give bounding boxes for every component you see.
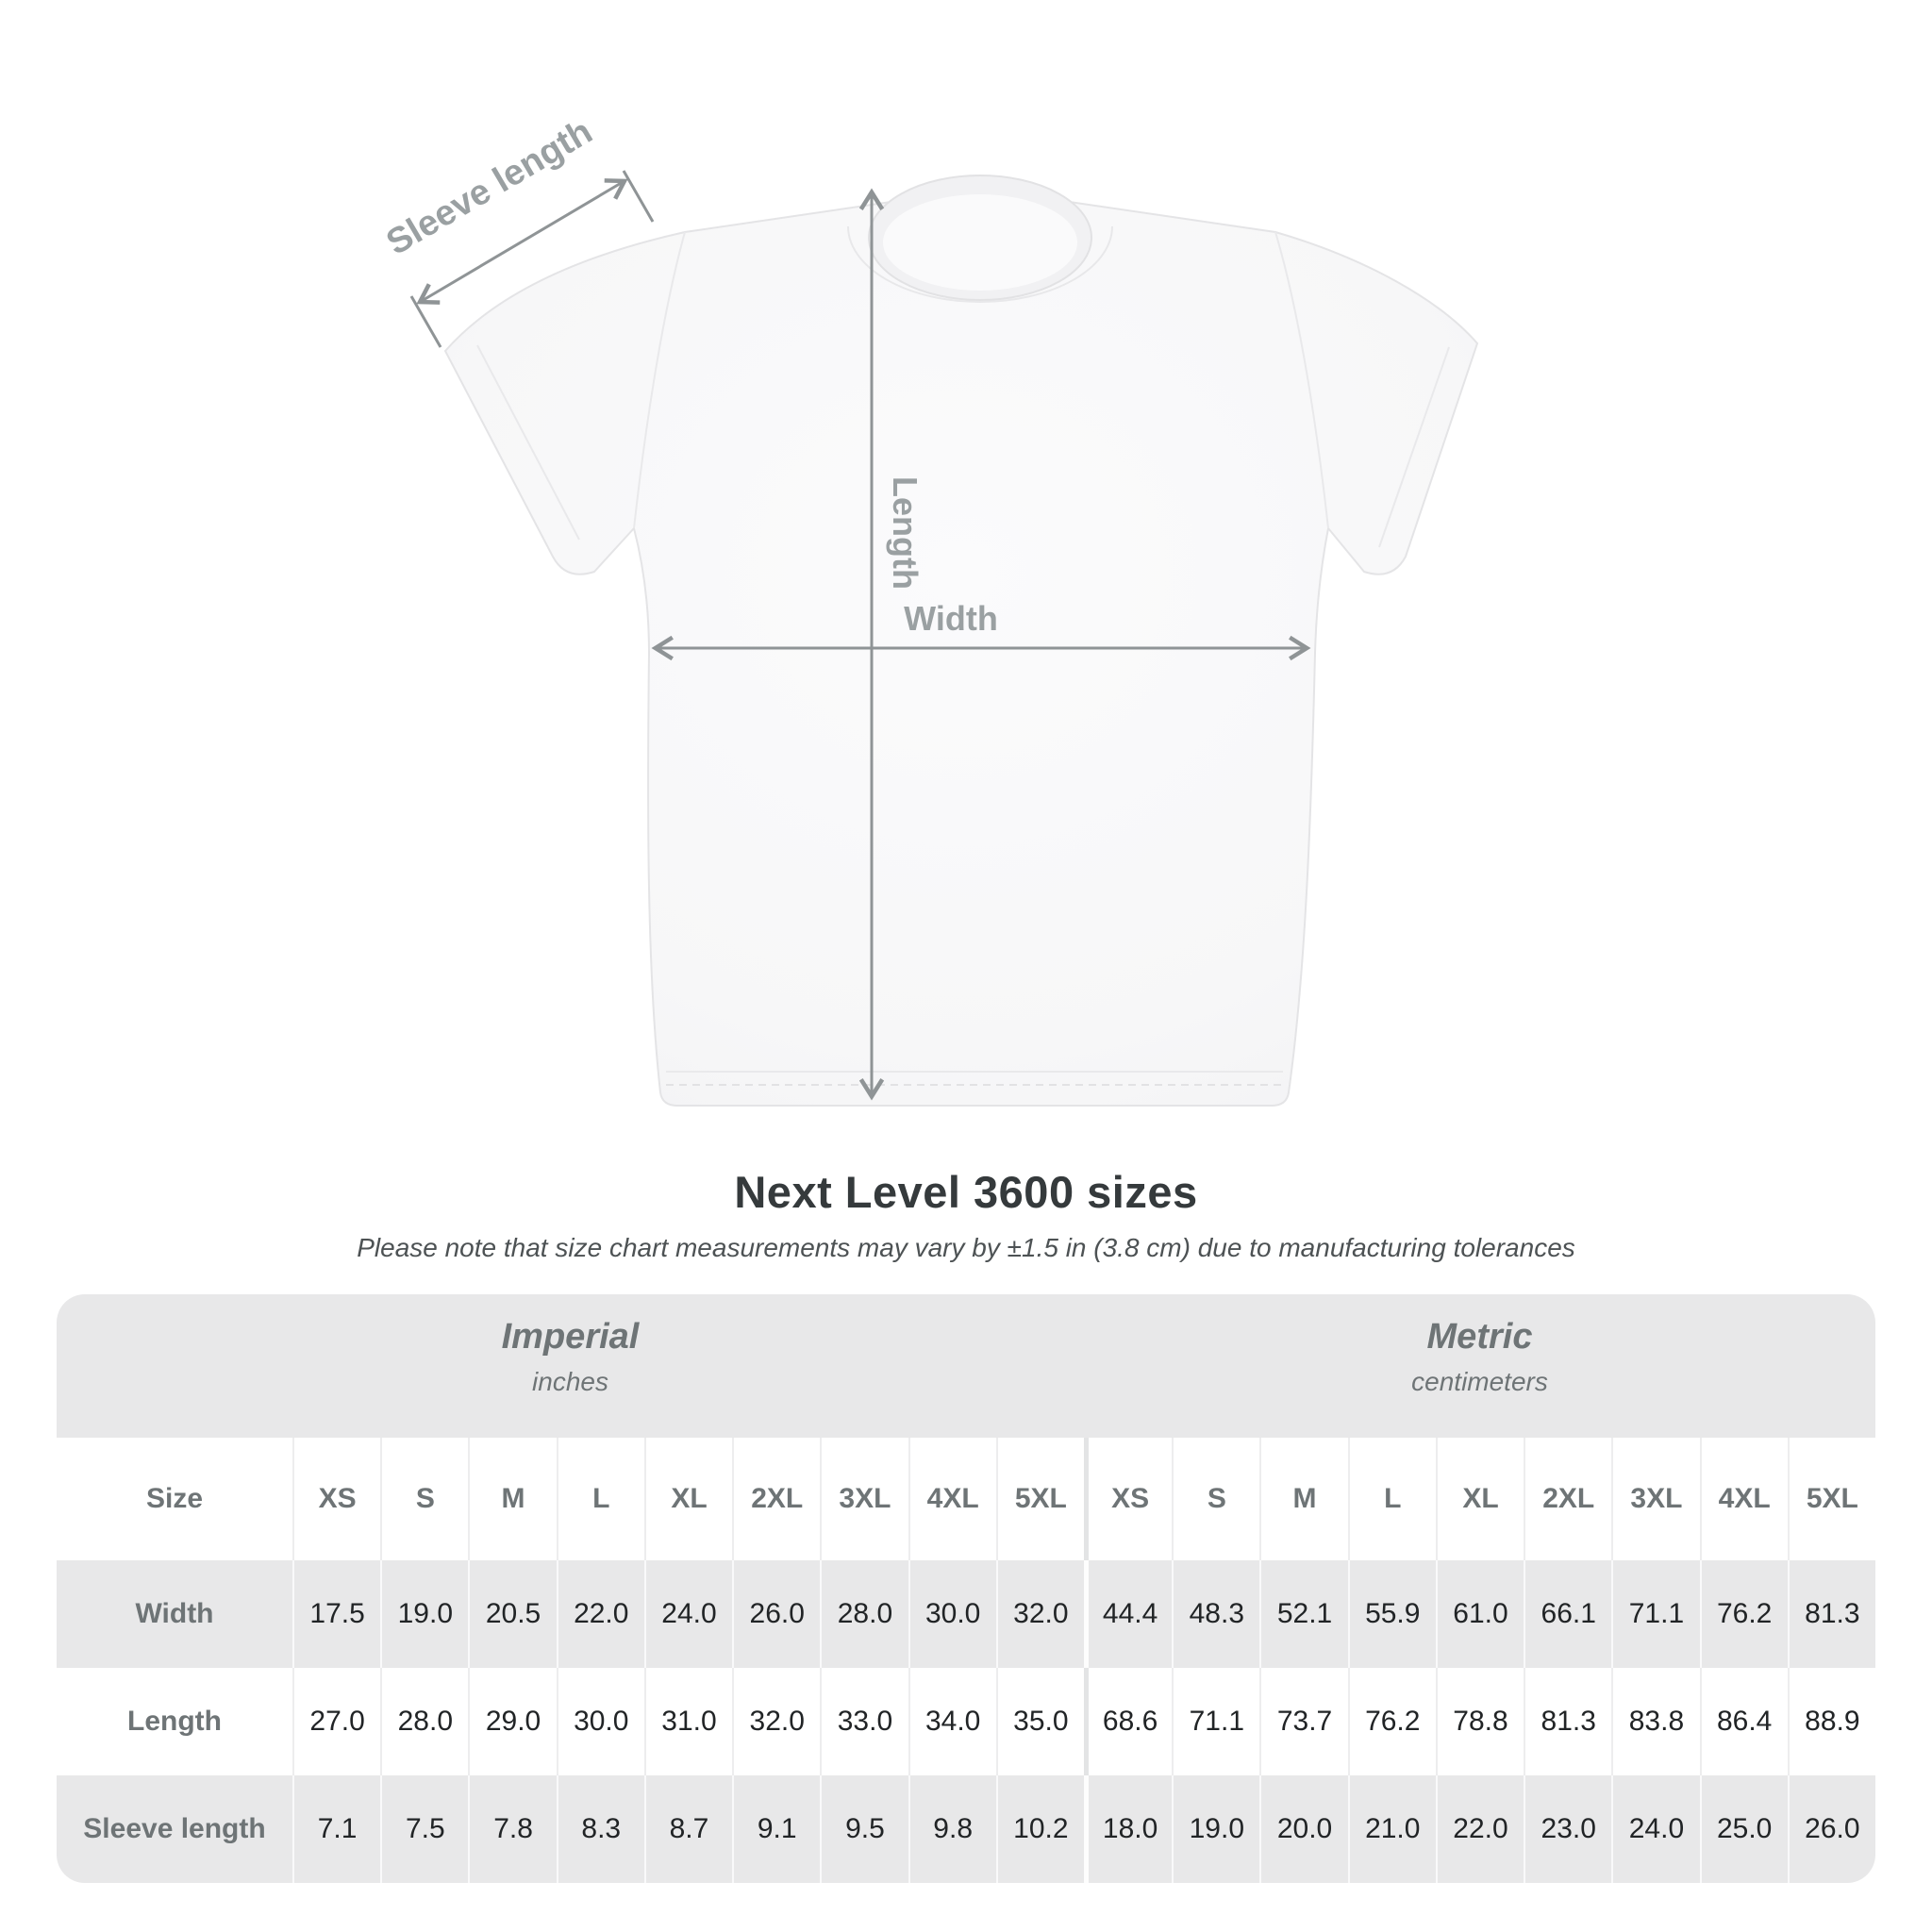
value-cell: 28.0 xyxy=(380,1668,468,1775)
imperial-unit: inches xyxy=(532,1367,608,1396)
value-cell: 10.2 xyxy=(996,1775,1084,1883)
value-cell: 34.0 xyxy=(908,1668,996,1775)
value-cell: 83.8 xyxy=(1611,1668,1699,1775)
value-cell: 26.0 xyxy=(1788,1775,1875,1883)
size-header-cell: 5XL xyxy=(1788,1438,1875,1560)
imperial-title: Imperial xyxy=(501,1317,640,1357)
sleeve-length-label: Sleeve length xyxy=(379,111,600,263)
value-cell: 48.3 xyxy=(1172,1560,1259,1668)
value-cell: 81.3 xyxy=(1524,1668,1611,1775)
title-block xyxy=(0,1166,1932,1263)
row-label: Width xyxy=(57,1560,292,1668)
row-label: Length xyxy=(57,1668,292,1775)
value-cell: 17.5 xyxy=(292,1560,380,1668)
value-cell: 35.0 xyxy=(996,1668,1084,1775)
value-cell: 68.6 xyxy=(1084,1668,1172,1775)
value-cell: 52.1 xyxy=(1259,1560,1347,1668)
value-cell: 19.0 xyxy=(380,1560,468,1668)
sleeve-tick-end xyxy=(624,171,653,222)
section-imperial xyxy=(57,1294,1084,1438)
size-header-cell: 2XL xyxy=(732,1438,820,1560)
value-cell: 22.0 xyxy=(1436,1775,1524,1883)
value-cell: 7.5 xyxy=(380,1775,468,1883)
value-cell: 76.2 xyxy=(1700,1560,1788,1668)
width-label: Width xyxy=(904,599,998,638)
section-metric xyxy=(1084,1294,1875,1438)
size-header-cell: 3XL xyxy=(1611,1438,1699,1560)
size-header-cell: M xyxy=(468,1438,556,1560)
size-header-cell: XL xyxy=(644,1438,732,1560)
value-cell: 29.0 xyxy=(468,1668,556,1775)
size-header-cell: XS xyxy=(1084,1438,1172,1560)
size-header-cell: S xyxy=(1172,1438,1259,1560)
size-header-cell: 3XL xyxy=(820,1438,908,1560)
sleeve-tick-start xyxy=(411,296,441,347)
value-cell: 30.0 xyxy=(908,1560,996,1668)
value-cell: 26.0 xyxy=(732,1560,820,1668)
value-cell: 9.8 xyxy=(908,1775,996,1883)
row-label: Sleeve length xyxy=(57,1775,292,1883)
value-cell: 7.1 xyxy=(292,1775,380,1883)
value-cell: 86.4 xyxy=(1700,1668,1788,1775)
value-cell: 8.3 xyxy=(557,1775,644,1883)
size-header-cell: L xyxy=(557,1438,644,1560)
value-cell: 71.1 xyxy=(1172,1668,1259,1775)
value-cell: 24.0 xyxy=(644,1560,732,1668)
value-cell: 18.0 xyxy=(1084,1775,1172,1883)
size-header-cell: 4XL xyxy=(908,1438,996,1560)
value-cell: 20.5 xyxy=(468,1560,556,1668)
size-header-cell: S xyxy=(380,1438,468,1560)
value-cell: 78.8 xyxy=(1436,1668,1524,1775)
value-cell: 20.0 xyxy=(1259,1775,1347,1883)
units-header-band xyxy=(57,1294,1875,1438)
value-cell: 25.0 xyxy=(1700,1775,1788,1883)
value-cell: 7.8 xyxy=(468,1775,556,1883)
value-cell: 32.0 xyxy=(732,1668,820,1775)
value-cell: 23.0 xyxy=(1524,1775,1611,1883)
value-cell: 81.3 xyxy=(1788,1560,1875,1668)
value-cell: 33.0 xyxy=(820,1668,908,1775)
size-header-cell: M xyxy=(1259,1438,1347,1560)
value-cell: 61.0 xyxy=(1436,1560,1524,1668)
length-label: Length xyxy=(886,476,924,590)
value-cell: 31.0 xyxy=(644,1668,732,1775)
page-title: Next Level 3600 sizes xyxy=(734,1167,1198,1217)
size-column-header: Size xyxy=(57,1438,292,1560)
value-cell: 9.5 xyxy=(820,1775,908,1883)
metric-title: Metric xyxy=(1426,1317,1533,1357)
size-header-cell: XS xyxy=(292,1438,380,1560)
value-cell: 44.4 xyxy=(1084,1560,1172,1668)
value-cell: 66.1 xyxy=(1524,1560,1611,1668)
value-cell: 30.0 xyxy=(557,1668,644,1775)
value-cell: 32.0 xyxy=(996,1560,1084,1668)
value-cell: 22.0 xyxy=(557,1560,644,1668)
value-cell: 71.1 xyxy=(1611,1560,1699,1668)
value-cell: 27.0 xyxy=(292,1668,380,1775)
size-header-cell: 2XL xyxy=(1524,1438,1611,1560)
size-table xyxy=(57,1294,1875,1883)
tshirt-outline xyxy=(445,175,1477,1106)
metric-unit: centimeters xyxy=(1411,1367,1548,1396)
size-header-cell: XL xyxy=(1436,1438,1524,1560)
size-grid xyxy=(57,1438,1875,1883)
value-cell: 9.1 xyxy=(732,1775,820,1883)
size-header-cell: L xyxy=(1348,1438,1436,1560)
value-cell: 8.7 xyxy=(644,1775,732,1883)
value-cell: 88.9 xyxy=(1788,1668,1875,1775)
value-cell: 73.7 xyxy=(1259,1668,1347,1775)
value-cell: 21.0 xyxy=(1348,1775,1436,1883)
value-cell: 55.9 xyxy=(1348,1560,1436,1668)
value-cell: 76.2 xyxy=(1348,1668,1436,1775)
value-cell: 28.0 xyxy=(820,1560,908,1668)
page-subtitle: Please note that size chart measurements may vary by ±1.5 in (3.8 cm) due to manufacturing tolerances xyxy=(357,1233,1575,1262)
value-cell: 19.0 xyxy=(1172,1775,1259,1883)
value-cell: 24.0 xyxy=(1611,1775,1699,1883)
size-header-cell: 5XL xyxy=(996,1438,1084,1560)
size-header-cell: 4XL xyxy=(1700,1438,1788,1560)
